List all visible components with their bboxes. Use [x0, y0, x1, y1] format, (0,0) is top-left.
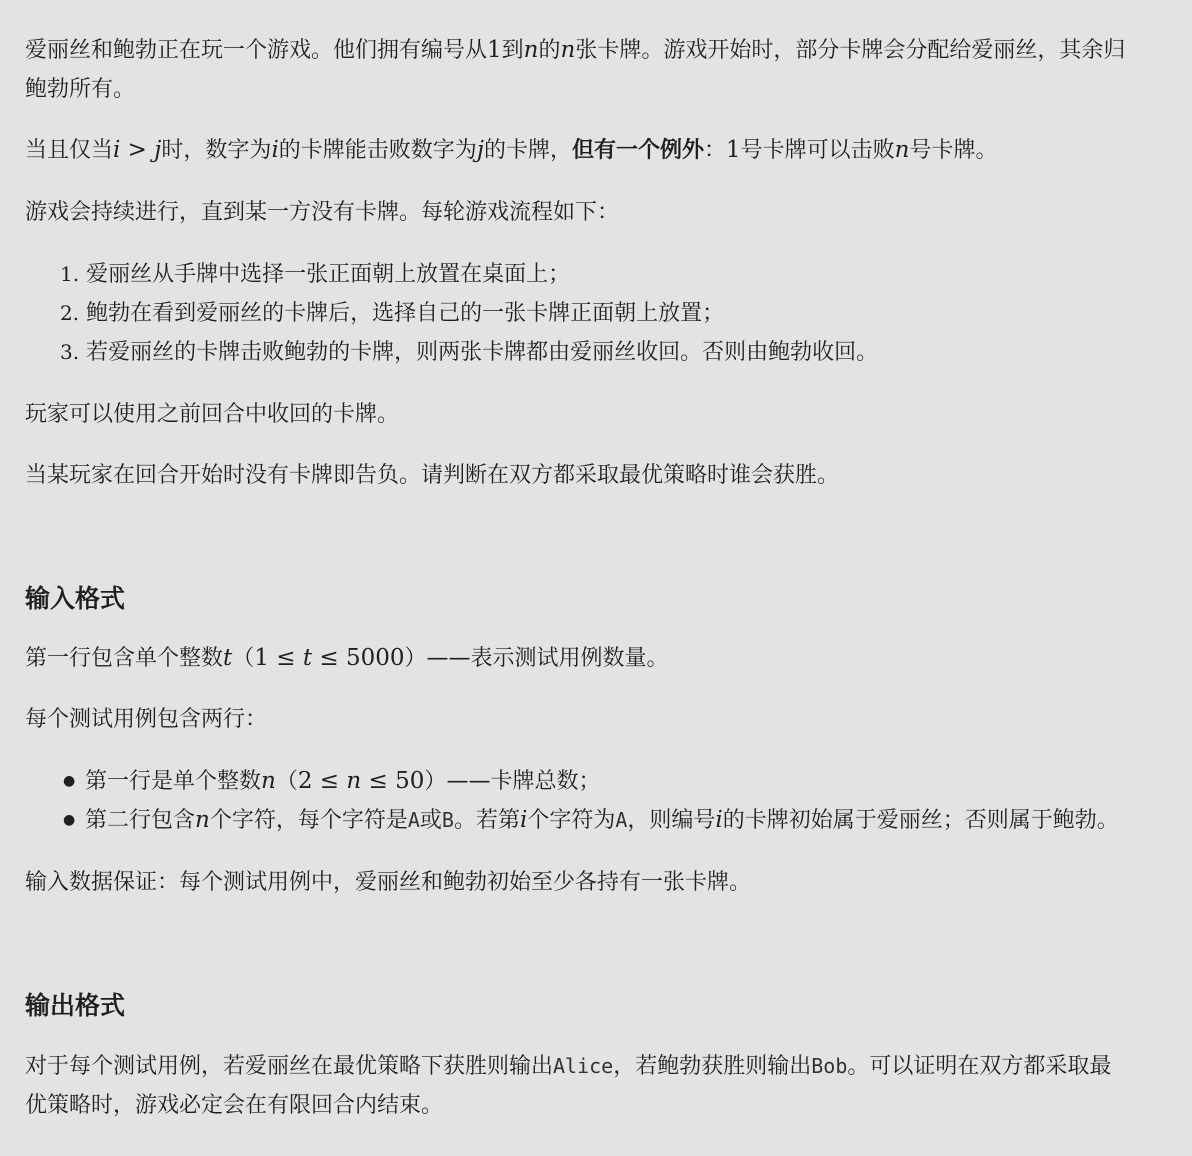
- list-item: [85, 801, 1119, 840]
- math-variable: n: [894, 137, 910, 163]
- math-number: 1: [254, 645, 269, 671]
- math-operator: >: [120, 137, 155, 163]
- text: 的: [538, 38, 561, 63]
- output-line-2: 优策略时，游戏必定会在有限回合内结束。: [25, 1093, 444, 1118]
- code-text: B: [441, 808, 454, 832]
- text: ）: [424, 769, 447, 794]
- text: 或: [419, 808, 442, 833]
- text: 个字符为: [527, 808, 616, 833]
- math-variable: n: [560, 37, 576, 63]
- intro-line-2: 鲍勃所有。: [25, 77, 136, 102]
- math-variable: n: [195, 807, 210, 833]
- list-item: [60, 255, 570, 294]
- math-number: 1: [487, 37, 502, 63]
- math-operator: ≤: [312, 645, 346, 671]
- math-operator: ≤: [268, 645, 303, 671]
- math-number: 2: [297, 768, 313, 794]
- text: 当且仅当: [25, 138, 114, 163]
- list-item: [85, 762, 600, 801]
- code-text: Bob: [811, 1054, 848, 1078]
- list-number: 1.: [60, 262, 80, 286]
- text: 第二行包含: [85, 808, 196, 833]
- text: 第一行是单个整数: [85, 769, 262, 794]
- text: （: [275, 769, 298, 794]
- list-text: 爱丽丝从手牌中选择一张正面朝上放置在桌面上；: [86, 262, 571, 287]
- text: 个字符，每个字符是: [209, 808, 408, 833]
- math-number: 5000: [345, 645, 405, 671]
- text: 对于每个测试用例，若爱丽丝在最优策略下获胜则输出: [25, 1054, 554, 1079]
- list-text: 若爱丽丝的卡牌击败鲍勃的卡牌，则两张卡牌都由爱丽丝收回。否则由鲍勃收回。: [86, 340, 879, 365]
- math-variable: i: [271, 137, 279, 163]
- text: 的卡牌，: [483, 138, 572, 163]
- text: 时，数字为: [161, 138, 272, 163]
- text: 到: [501, 38, 524, 63]
- code-text: A: [407, 808, 420, 832]
- text: 号卡牌可以击败: [740, 138, 895, 163]
- math-variable: j: [476, 137, 484, 163]
- input-guarantee: 输入数据保证：每个测试用例中，爱丽丝和鲍勃初始至少各持有一张卡牌。: [25, 870, 752, 895]
- input-line-2: 每个测试用例包含两行：: [25, 707, 268, 732]
- math-variable: t: [302, 645, 313, 671]
- math-number: 50: [395, 768, 425, 794]
- math-variable: n: [346, 768, 362, 794]
- math-variable: n: [261, 768, 276, 794]
- text: 号卡牌。: [909, 138, 998, 163]
- reuse-note: 玩家可以使用之前回合中收回的卡牌。: [25, 402, 400, 427]
- bold-exception: 但有一个例外: [571, 138, 704, 163]
- text: ——表示测试用例数量。: [426, 646, 669, 671]
- list-item: [60, 294, 724, 333]
- intro-line-1: [25, 31, 1125, 70]
- list-item: [60, 333, 878, 372]
- math-variable: i: [519, 807, 528, 833]
- input-line-1: [25, 639, 669, 678]
- list-number: 2.: [60, 301, 80, 325]
- math-operator: ≤: [312, 768, 347, 794]
- math-variable: i: [113, 137, 121, 163]
- text: ，则编号: [627, 808, 716, 833]
- bullet-dot: ●: [63, 812, 76, 828]
- text: 第一行包含单个整数: [25, 646, 224, 671]
- output-heading: 输出格式: [25, 991, 126, 1020]
- text: ：: [703, 138, 726, 163]
- bullet-dot: ●: [63, 773, 76, 789]
- math-variable: i: [715, 807, 723, 833]
- rule-paragraph: [25, 131, 998, 170]
- text: ）: [404, 646, 427, 671]
- math-variable: t: [223, 645, 233, 671]
- text: 的卡牌初始属于爱丽丝；否则属于鲍勃。: [722, 808, 1119, 833]
- text: 爱丽丝和鲍勃正在玩一个游戏。他们拥有编号从: [25, 38, 488, 63]
- win-condition: 当某玩家在回合开始时没有卡牌即告负。请判断在双方都采取最优策略时谁会获胜。: [25, 463, 840, 488]
- text: （: [232, 646, 255, 671]
- input-heading: 输入格式: [25, 584, 126, 613]
- code-text: A: [615, 808, 628, 832]
- math-variable: j: [154, 137, 162, 163]
- code-text: Alice: [553, 1054, 614, 1078]
- text: ，若鲍勃获胜则输出: [613, 1054, 812, 1079]
- list-number: 3.: [60, 340, 80, 364]
- flow-intro: 游戏会持续进行，直到某一方没有卡牌。每轮游戏流程如下：: [25, 200, 620, 225]
- output-line-1: [25, 1047, 1111, 1086]
- math-operator: ≤: [361, 768, 396, 794]
- text: ——卡牌总数；: [446, 769, 601, 794]
- math-number: 1: [726, 137, 741, 163]
- list-text: 鲍勃在看到爱丽丝的卡牌后，选择自己的一张卡牌正面朝上放置；: [86, 301, 725, 326]
- text: 的卡牌能击败数字为: [278, 138, 477, 163]
- text: 。若第: [453, 808, 520, 833]
- math-variable: n: [523, 37, 539, 63]
- text: 。可以证明在双方都采取最: [847, 1054, 1112, 1079]
- text: 张卡牌。游戏开始时，部分卡牌会分配给爱丽丝，其余归: [575, 38, 1126, 63]
